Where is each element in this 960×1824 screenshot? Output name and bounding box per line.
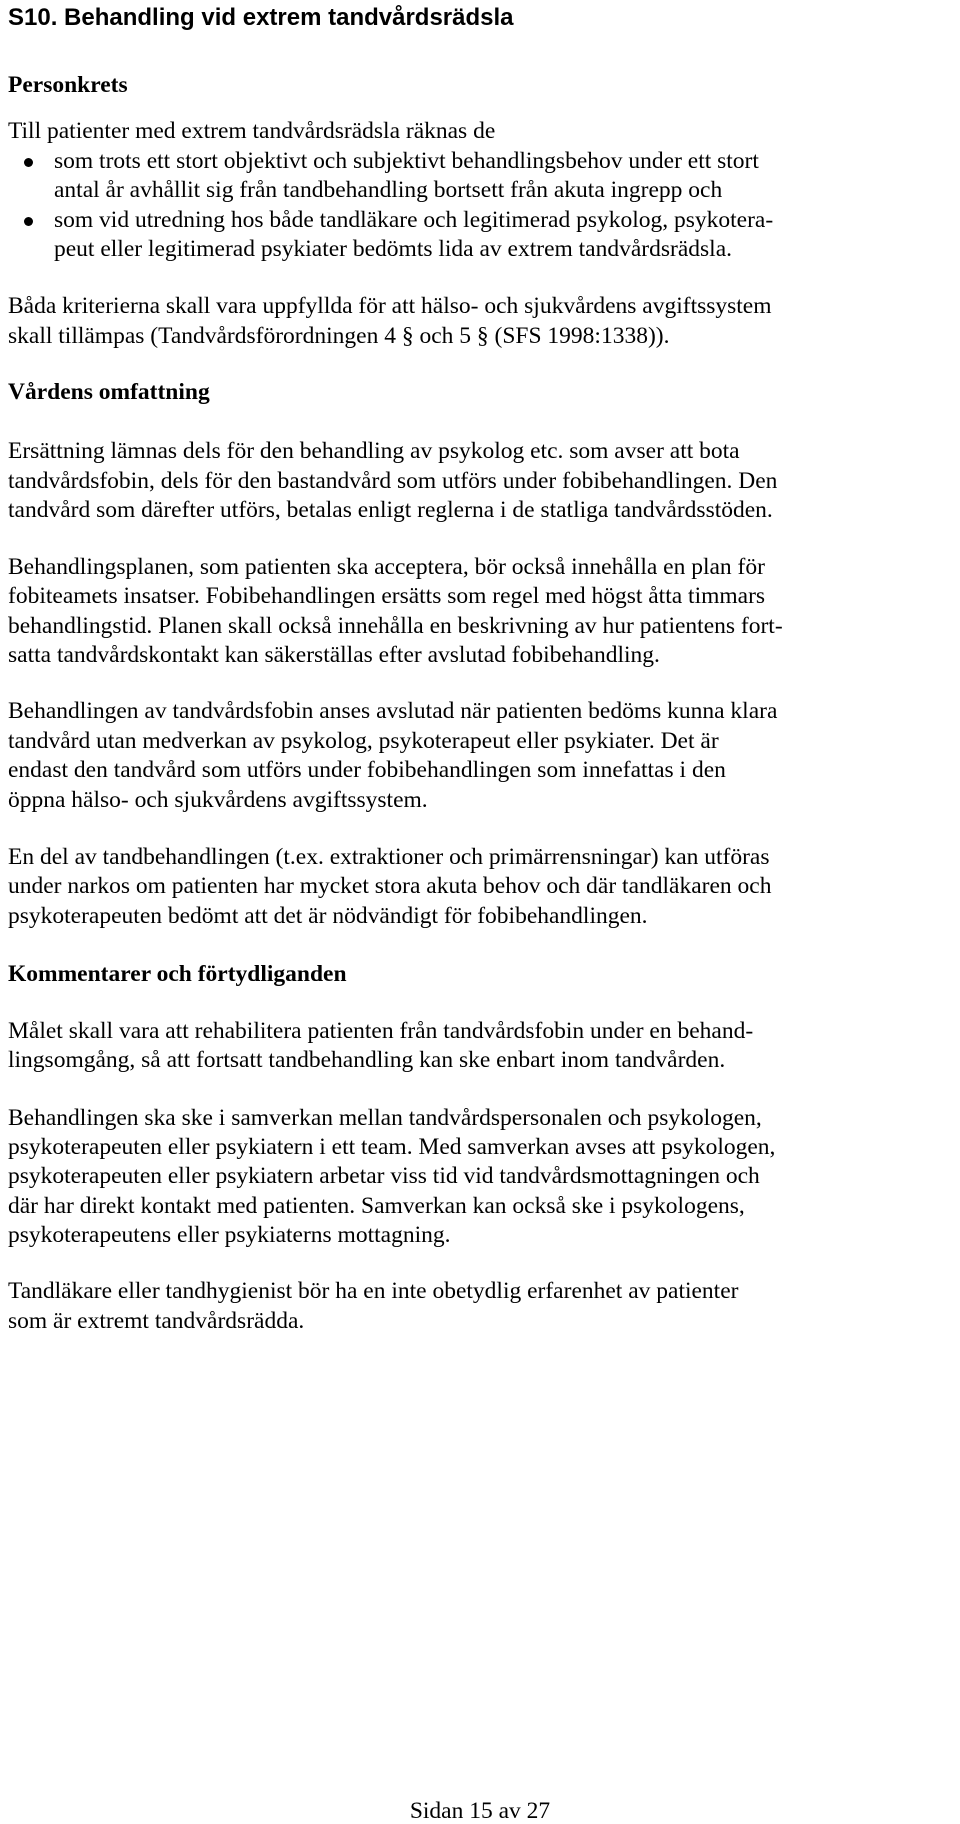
paragraph-line: fobiteamets insatser. Fobibehandlingen ersätts som regel med högst åtta timmars — [8, 583, 766, 609]
paragraph-line: behandlingstid. Planen skall också innehålla en beskrivning av hur patientens fort- — [8, 613, 783, 639]
paragraph-line: tandvård som därefter utförs, betalas enligt reglerna i de statliga tandvårdsstöden. — [8, 497, 773, 523]
paragraph-line: tandvård utan medverkan av psykolog, psykoterapeut eller psykiater. Det är — [8, 728, 719, 754]
paragraph-line: psykoterapeuten eller psykiatern arbetar viss tid vid tandvårdsmottagningen och — [8, 1163, 760, 1189]
heading-personkrets: Personkrets — [8, 72, 128, 98]
paragraph-line: skall tillämpas (Tandvårdsförordningen 4 § och 5 § (SFS 1998:1338)). — [8, 323, 670, 349]
bullet-icon — [24, 217, 33, 226]
intro-line: Till patienter med extrem tandvårdsrädsla räknas de — [8, 118, 496, 144]
list-item-line: som vid utredning hos både tandläkare och legitimerad psykolog, psykotera- — [54, 207, 774, 233]
page-number: Sidan 15 av 27 — [409, 1798, 551, 1824]
paragraph-line: under narkos om patienten har mycket stora akuta behov och där tandläkaren och — [8, 873, 772, 899]
paragraph-line: där har direkt kontakt med patienten. Samverkan kan också ske i psykologens, — [8, 1193, 745, 1219]
paragraph-line: psykoterapeutens eller psykiaterns mottagning. — [8, 1222, 451, 1248]
paragraph-line: satta tandvårdskontakt kan säkerställas efter avslutad fobibehandling. — [8, 642, 660, 668]
section-title: S10. Behandling vid extrem tandvårdsrädsla — [8, 4, 514, 31]
paragraph-line: Målet skall vara att rehabilitera patienten från tandvårdsfobin under en behand- — [8, 1018, 754, 1044]
paragraph-line: Tandläkare eller tandhygienist bör ha en inte obetydlig erfarenhet av patienter — [8, 1278, 739, 1304]
paragraph-line: En del av tandbehandlingen (t.ex. extraktioner och primärrensningar) kan utföras — [8, 844, 770, 870]
heading-omfattning: Vårdens omfattning — [8, 379, 210, 405]
paragraph-line: Behandlingen ska ske i samverkan mellan tandvårdspersonalen och psykologen, — [8, 1105, 762, 1131]
paragraph-line: tandvårdsfobin, dels för den bastandvård som utförs under fobibehandlingen. Den — [8, 468, 778, 494]
list-item-line: som trots ett stort objektivt och subjektivt behandlingsbehov under ett stort — [54, 148, 759, 174]
paragraph-line: Ersättning lämnas dels för den behandling av psykolog etc. som avser att bota — [8, 438, 740, 464]
paragraph-line: psykoterapeuten eller psykiatern i ett team. Med samverkan avses att psykologen, — [8, 1134, 776, 1160]
bullet-icon — [24, 158, 33, 167]
paragraph-line: lingsomgång, så att fortsatt tandbehandling kan ske enbart inom tandvården. — [8, 1047, 726, 1073]
paragraph-line: Behandlingsplanen, som patienten ska acceptera, bör också innehålla en plan för — [8, 554, 765, 580]
list-item-line: antal år avhållit sig från tandbehandling bortsett från akuta ingrepp och — [54, 177, 723, 203]
paragraph-line: som är extremt tandvårdsrädda. — [8, 1308, 305, 1334]
paragraph-line: Behandlingen av tandvårdsfobin anses avslutad när patienten bedöms kunna klara — [8, 698, 778, 724]
paragraph-line: endast den tandvård som utförs under fobibehandlingen som innefattas i den — [8, 757, 726, 783]
paragraph-line: öppna hälso- och sjukvårdens avgiftssystem. — [8, 787, 428, 813]
paragraph-line: Båda kriterierna skall vara uppfyllda för att hälso- och sjukvårdens avgiftssystem — [8, 293, 772, 319]
list-item-line: peut eller legitimerad psykiater bedömts lida av extrem tandvårdsrädsla. — [54, 236, 733, 262]
heading-kommentarer: Kommentarer och förtydliganden — [8, 961, 347, 987]
paragraph-line: psykoterapeuten bedömt att det är nödvändigt för fobibehandlingen. — [8, 903, 648, 929]
